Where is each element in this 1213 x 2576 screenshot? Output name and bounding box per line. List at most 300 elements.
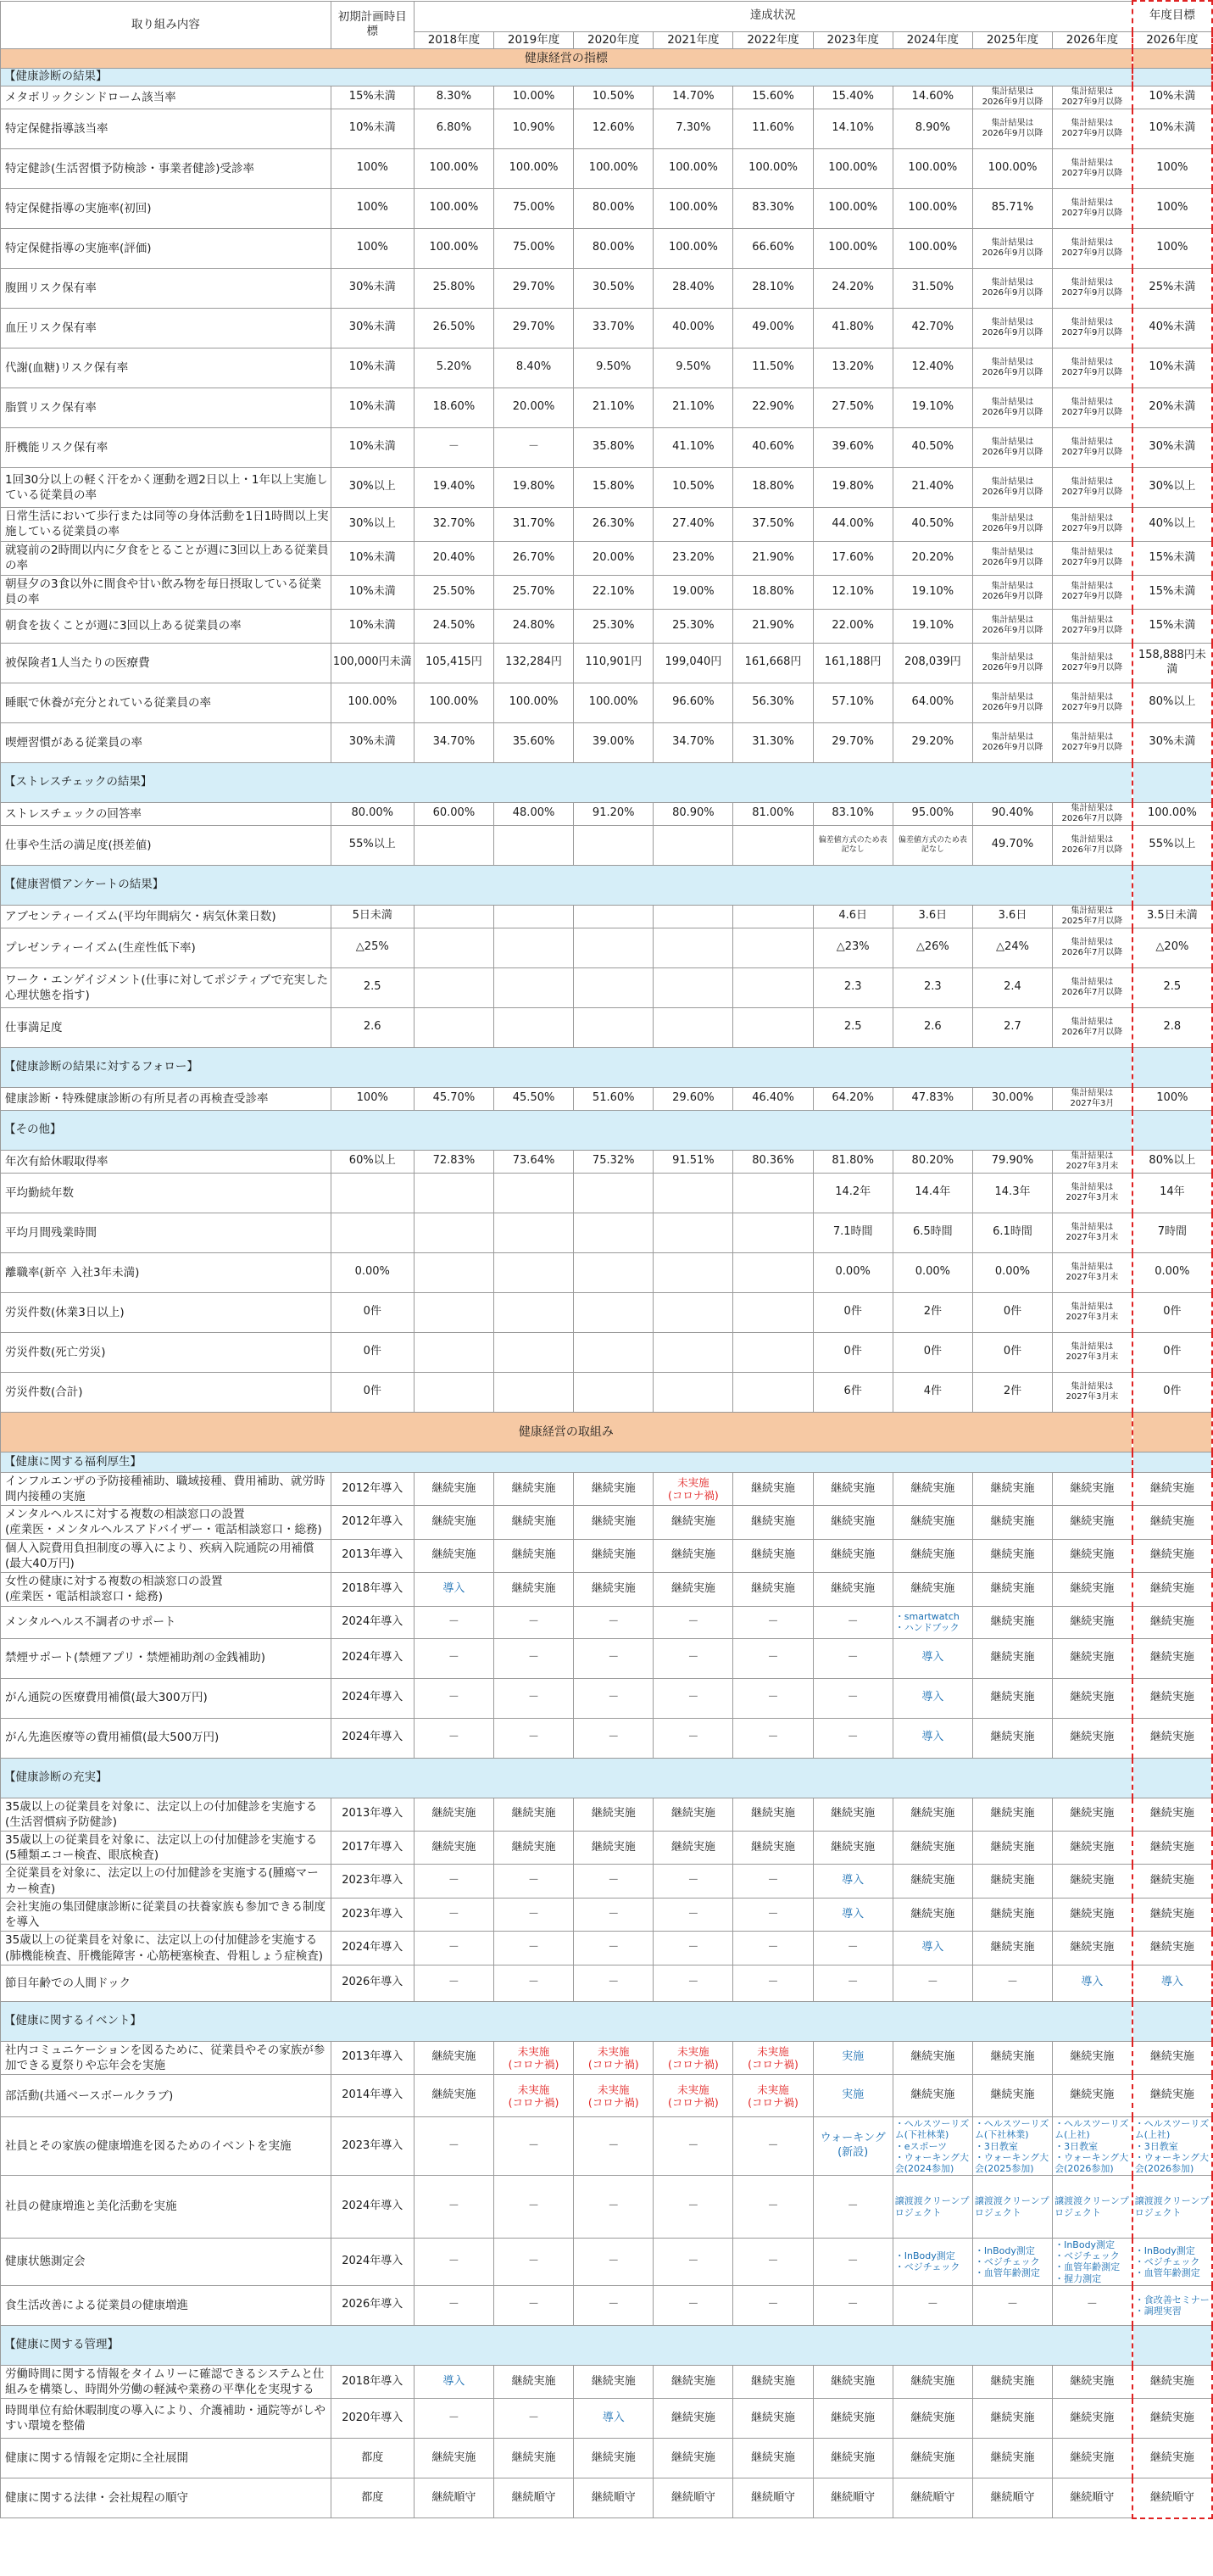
year-value-cell: 継続実施 <box>1053 1798 1132 1831</box>
year-value-cell: 15.60% <box>733 86 813 109</box>
year-value-cell: 継続実施 <box>893 1506 972 1539</box>
year-value-cell: 10.90% <box>493 109 573 148</box>
year-value-cell: 集計結果は 2027年3月末 <box>1053 1150 1132 1173</box>
year-value-cell: 29.70% <box>813 722 893 762</box>
item-label: 年次有給休暇取得率 <box>1 1150 331 1173</box>
year-value-cell <box>654 967 733 1007</box>
year-value-cell: 継続順守 <box>733 2478 813 2518</box>
initial-target-cell: 0.00% <box>331 1252 414 1292</box>
subsection-target-cell <box>1132 1758 1212 1798</box>
year-value-cell: 100.00% <box>414 228 493 268</box>
year-value-cell: 継続実施 <box>733 1573 813 1606</box>
year-value-cell <box>414 825 493 865</box>
year-value-cell: 100.00% <box>813 228 893 268</box>
year-value-cell: － <box>733 1638 813 1678</box>
item-label: 労災件数(死亡労災) <box>1 1332 331 1372</box>
year-value-cell: － <box>414 2285 493 2325</box>
year-value-cell: － <box>893 2285 972 2325</box>
year-value-cell: 96.60% <box>654 683 733 722</box>
initial-target-cell: 10%未満 <box>331 109 414 148</box>
year-value-cell: 集計結果は 2027年9月以降 <box>1053 467 1132 507</box>
year-value-cell: 8.40% <box>493 348 573 388</box>
year-value-cell <box>493 928 573 967</box>
year-value-cell: 49.00% <box>733 308 813 348</box>
initial-target-cell: 5日未満 <box>331 905 414 928</box>
year-value-cell: 集計結果は 2027年9月以降 <box>1053 308 1132 348</box>
year-value-cell: 集計結果は 2026年9月以降 <box>972 228 1052 268</box>
year-value-cell: 継続実施 <box>493 2439 573 2478</box>
year-value-cell <box>654 1332 733 1372</box>
year-value-cell <box>493 1252 573 1292</box>
year-value-cell: 44.00% <box>813 507 893 541</box>
target-value-cell: 15%未満 <box>1132 575 1212 609</box>
year-value-cell: － <box>733 2117 813 2176</box>
year-value-cell: 2件 <box>972 1372 1052 1412</box>
year-value-cell: 継続実施 <box>733 2365 813 2398</box>
initial-target-cell: 30%未満 <box>331 308 414 348</box>
year-value-cell: 100.00% <box>893 148 972 188</box>
item-label: 仕事満足度 <box>1 1007 331 1047</box>
year-value-cell: － <box>493 1678 573 1718</box>
year-value-cell: 100.00% <box>414 148 493 188</box>
year-value-cell <box>654 1173 733 1213</box>
year-value-cell <box>654 1213 733 1252</box>
year-value-cell: 集計結果は 2027年9月以降 <box>1053 427 1132 467</box>
year-value-cell: － <box>414 1678 493 1718</box>
year-value-cell: － <box>493 1898 573 1931</box>
target-value-cell: 継続実施 <box>1132 1865 1212 1898</box>
target-value-cell: 3.5日未満 <box>1132 905 1212 928</box>
year-value-cell: 80.36% <box>733 1150 813 1173</box>
year-value-cell: － <box>813 1638 893 1678</box>
year-value-cell: 15.40% <box>813 86 893 109</box>
item-label: 平均月間残業時間 <box>1 1213 331 1252</box>
year-value-cell: 未実施 (コロナ禍) <box>574 2075 654 2117</box>
year-value-cell: － <box>893 1965 972 2001</box>
initial-target-cell: 10%未満 <box>331 541 414 575</box>
year-value-cell: 継続実施 <box>893 2041 972 2074</box>
year-value-cell: 継続実施 <box>574 1573 654 1606</box>
year-value-cell: 6.80% <box>414 109 493 148</box>
year-value-cell: 26.70% <box>493 541 573 575</box>
year-value-cell: 集計結果は 2026年9月以降 <box>972 427 1052 467</box>
year-value-cell: 未実施 (コロナ禍) <box>733 2075 813 2117</box>
year-value-cell <box>654 1292 733 1332</box>
year-value-cell: 導入 <box>893 1638 972 1678</box>
year-value-cell: 継続実施 <box>414 1831 493 1864</box>
year-value-cell: 継続実施 <box>1053 1678 1132 1718</box>
year-value-cell: 継続実施 <box>1053 2365 1132 2398</box>
year-value-cell: 継続実施 <box>893 2439 972 2478</box>
year-value-cell: 18.80% <box>733 575 813 609</box>
year-value-cell: 継続実施 <box>893 1573 972 1606</box>
year-value-cell: △23% <box>813 928 893 967</box>
initial-target-cell: 60%以上 <box>331 1150 414 1173</box>
item-label: 35歳以上の従業員を対象に、法定以上の付加健診を実施する(5種類エコー検査、眼底検査) <box>1 1831 331 1864</box>
year-value-cell: 継続実施 <box>972 2365 1052 2398</box>
year-value-cell: 22.90% <box>733 388 813 427</box>
col-header-initial-target: 初期計画時目標 <box>331 1 414 49</box>
year-value-cell: 83.30% <box>733 188 813 228</box>
col-header-year: 2022年度 <box>733 31 813 49</box>
year-value-cell: 7.30% <box>654 109 733 148</box>
item-label: 全従業員を対象に、法定以上の付加健診を実施する(腫瘍マーカー検査) <box>1 1865 331 1898</box>
year-value-cell: 継続実施 <box>813 1539 893 1572</box>
year-value-cell: 継続実施 <box>893 1831 972 1864</box>
section-band-target-cell <box>1132 1412 1212 1452</box>
year-value-cell: － <box>414 1606 493 1638</box>
year-value-cell: 91.20% <box>574 802 654 825</box>
year-value-cell: 45.50% <box>493 1087 573 1110</box>
initial-target-cell: 30%以上 <box>331 507 414 541</box>
year-value-cell: 継続実施 <box>493 1539 573 1572</box>
year-value-cell: 4.6日 <box>813 905 893 928</box>
item-label: 35歳以上の従業員を対象に、法定以上の付加健診を実施する(肺機能検査、肝機能障害・心筋梗塞検査、骨粗しょう症検査) <box>1 1932 331 1965</box>
year-value-cell: 29.60% <box>654 1087 733 1110</box>
year-value-cell: 継続実施 <box>1053 1865 1132 1898</box>
year-value-cell: 10.50% <box>574 86 654 109</box>
year-value-cell: 継続実施 <box>972 1638 1052 1678</box>
year-value-cell <box>493 1372 573 1412</box>
year-value-cell: 継続実施 <box>654 1573 733 1606</box>
col-header-year: 2023年度 <box>813 31 893 49</box>
year-value-cell: － <box>733 1718 813 1758</box>
year-value-cell: 79.90% <box>972 1150 1052 1173</box>
year-value-cell: 継続実施 <box>414 2075 493 2117</box>
year-value-cell: 譲渡渡クリーンプロジェクト <box>893 2176 972 2239</box>
item-label: 就寝前の2時間以内に夕食をとることが週に3回以上ある従業員の率 <box>1 541 331 575</box>
year-value-cell: 継続順守 <box>893 2478 972 2518</box>
year-value-cell: － <box>574 1965 654 2001</box>
initial-target-cell: 15%未満 <box>331 86 414 109</box>
subsection-follow-up: 【健康診断の結果に対するフォロー】 <box>1 1047 1132 1087</box>
year-value-cell: 20.00% <box>493 388 573 427</box>
year-value-cell: 51.60% <box>574 1087 654 1110</box>
year-value-cell: － <box>574 1678 654 1718</box>
item-label: 睡眠で休養が充分とれている従業員の率 <box>1 683 331 722</box>
year-value-cell: 100.00% <box>893 228 972 268</box>
year-value-cell: 継続実施 <box>733 1831 813 1864</box>
initial-target-cell: 2017年導入 <box>331 1831 414 1864</box>
year-value-cell: 26.50% <box>414 308 493 348</box>
col-header-item: 取り組み内容 <box>1 1 331 49</box>
year-value-cell: 集計結果は 2026年9月以降 <box>972 575 1052 609</box>
col-header-year: 2019年度 <box>493 31 573 49</box>
year-value-cell: 14.3年 <box>972 1173 1052 1213</box>
year-value-cell: － <box>574 2285 654 2325</box>
year-value-cell: 0件 <box>813 1332 893 1372</box>
year-value-cell: － <box>414 1965 493 2001</box>
year-value-cell <box>654 825 733 865</box>
year-value-cell: 6.1時間 <box>972 1213 1052 1252</box>
year-value-cell: － <box>414 427 493 467</box>
target-value-cell: 0件 <box>1132 1332 1212 1372</box>
year-value-cell: 41.80% <box>813 308 893 348</box>
year-value-cell: － <box>813 1965 893 2001</box>
year-value-cell: 66.60% <box>733 228 813 268</box>
year-value-cell <box>654 905 733 928</box>
year-value-cell: 未実施 (コロナ禍) <box>654 2075 733 2117</box>
initial-target-cell: 30%以上 <box>331 467 414 507</box>
year-value-cell: 19.80% <box>813 467 893 507</box>
initial-target-cell <box>331 1173 414 1213</box>
target-value-cell: 継続実施 <box>1132 2439 1212 2478</box>
year-value-cell: 継続実施 <box>493 1798 573 1831</box>
year-value-cell: 集計結果は 2026年7月以降 <box>1053 825 1132 865</box>
item-label: 代謝(血糖)リスク保有率 <box>1 348 331 388</box>
target-value-cell: △20% <box>1132 928 1212 967</box>
year-value-cell: 100.00% <box>654 228 733 268</box>
year-value-cell: 29.70% <box>493 308 573 348</box>
year-value-cell: 導入 <box>893 1678 972 1718</box>
initial-target-cell: 100% <box>331 1087 414 1110</box>
year-value-cell: 継続実施 <box>972 1506 1052 1539</box>
year-value-cell: － <box>493 1606 573 1638</box>
initial-target-cell: 2012年導入 <box>331 1472 414 1505</box>
year-value-cell: 継続実施 <box>972 1865 1052 1898</box>
year-value-cell: 継続実施 <box>574 2439 654 2478</box>
year-value-cell: 0.00% <box>813 1252 893 1292</box>
year-value-cell: － <box>574 1898 654 1931</box>
year-value-cell: 91.51% <box>654 1150 733 1173</box>
year-value-cell <box>733 1372 813 1412</box>
target-value-cell: 継続実施 <box>1132 1606 1212 1638</box>
year-value-cell: － <box>733 2176 813 2239</box>
year-value-cell: 継続実施 <box>893 2365 972 2398</box>
year-value-cell: 20.00% <box>574 541 654 575</box>
target-value-cell: 10%未満 <box>1132 86 1212 109</box>
year-value-cell: 75.00% <box>493 228 573 268</box>
item-label: 特定健診(生活習慣予防検診・事業者健診)受診率 <box>1 148 331 188</box>
year-value-cell <box>733 1007 813 1047</box>
year-value-cell <box>733 1213 813 1252</box>
col-header-year: 2024年度 <box>893 31 972 49</box>
initial-target-cell: 30%未満 <box>331 722 414 762</box>
year-value-cell: ・ヘルスツーリズム(下社林業) ・3日教室 ・ウォーキング大会(2025参加) <box>972 2117 1052 2176</box>
year-value-cell: 26.30% <box>574 507 654 541</box>
year-value-cell: 0件 <box>813 1292 893 1332</box>
year-value-cell: － <box>574 1865 654 1898</box>
target-value-cell: 100.00% <box>1132 802 1212 825</box>
section-band-initiatives: 健康経営の取組み <box>1 1412 1132 1452</box>
initial-target-cell: 2023年導入 <box>331 1865 414 1898</box>
item-label: がん通院の医療費用補償(最大300万円) <box>1 1678 331 1718</box>
item-label: 社内コミュニケーションを図るために、従業員やその家族が参加できる夏祭りや忘年会を実施 <box>1 2041 331 2074</box>
year-value-cell: 集計結果は 2026年9月以降 <box>972 109 1052 148</box>
initial-target-cell: 100,000円未満 <box>331 643 414 683</box>
target-value-cell: 100% <box>1132 188 1212 228</box>
target-value-cell: ・ヘルスツーリズム(上社) ・3日教室 ・ウォーキング大会(2026参加) <box>1132 2117 1212 2176</box>
year-value-cell: 31.70% <box>493 507 573 541</box>
subsection-target-cell <box>1132 762 1212 802</box>
item-label: 労災件数(合計) <box>1 1372 331 1412</box>
year-value-cell: 32.70% <box>414 507 493 541</box>
item-label: 健康に関する法律・会社規程の順守 <box>1 2478 331 2518</box>
year-value-cell: 未実施 (コロナ禍) <box>654 1472 733 1505</box>
year-value-cell: 14.70% <box>654 86 733 109</box>
initial-target-cell: 2013年導入 <box>331 1798 414 1831</box>
item-label: 節目年齢での人間ドック <box>1 1965 331 2001</box>
target-value-cell: 継続実施 <box>1132 1506 1212 1539</box>
year-value-cell: 100.00% <box>574 683 654 722</box>
target-value-cell: 継続実施 <box>1132 2041 1212 2074</box>
year-value-cell <box>493 905 573 928</box>
target-value-cell: 継続実施 <box>1132 1831 1212 1864</box>
year-value-cell: 集計結果は 2026年7月以降 <box>1053 802 1132 825</box>
year-value-cell: 継続実施 <box>813 2365 893 2398</box>
year-value-cell <box>654 1372 733 1412</box>
year-value-cell: △24% <box>972 928 1052 967</box>
year-value-cell <box>493 1173 573 1213</box>
year-value-cell: 集計結果は 2026年9月以降 <box>972 541 1052 575</box>
year-value-cell: － <box>733 2285 813 2325</box>
item-label: プレゼンティーイズム(生産性低下率) <box>1 928 331 967</box>
year-value-cell: ・smartwatch ・ハンドブック <box>893 1606 972 1638</box>
year-value-cell: 30.00% <box>972 1087 1052 1110</box>
year-value-cell: 導入 <box>893 1718 972 1758</box>
year-value-cell: 継続実施 <box>654 1539 733 1572</box>
year-value-cell: － <box>574 1606 654 1638</box>
year-value-cell: 継続実施 <box>1053 1573 1132 1606</box>
year-value-cell: 継続実施 <box>972 1606 1052 1638</box>
year-value-cell: 100.00% <box>654 188 733 228</box>
year-value-cell: 56.30% <box>733 683 813 722</box>
item-label: がん先進医療等の費用補償(最大500万円) <box>1 1718 331 1758</box>
year-value-cell: － <box>493 2239 573 2286</box>
target-value-cell: 158,888円未満 <box>1132 643 1212 683</box>
year-value-cell: 集計結果は 2027年9月以降 <box>1053 268 1132 308</box>
year-value-cell: 継続実施 <box>972 1898 1052 1931</box>
year-value-cell: 集計結果は 2026年9月以降 <box>972 609 1052 643</box>
initial-target-cell: 2026年導入 <box>331 1965 414 2001</box>
year-value-cell: 導入 <box>414 2365 493 2398</box>
year-value-cell <box>733 1292 813 1332</box>
year-value-cell: 132,284円 <box>493 643 573 683</box>
year-value-cell: 集計結果は 2027年9月以降 <box>1053 86 1132 109</box>
year-value-cell: － <box>493 1932 573 1965</box>
year-value-cell <box>574 967 654 1007</box>
year-value-cell: 46.40% <box>733 1087 813 1110</box>
year-value-cell: 19.10% <box>893 388 972 427</box>
year-value-cell: 14.4年 <box>893 1173 972 1213</box>
year-value-cell: 継続実施 <box>414 2439 493 2478</box>
year-value-cell: 2.7 <box>972 1007 1052 1047</box>
year-value-cell: － <box>414 2117 493 2176</box>
year-value-cell: 23.20% <box>654 541 733 575</box>
target-value-cell: 継続順守 <box>1132 2478 1212 2518</box>
year-value-cell: 100.00% <box>414 683 493 722</box>
year-value-cell: 集計結果は 2027年9月以降 <box>1053 609 1132 643</box>
year-value-cell: 3.6日 <box>972 905 1052 928</box>
year-value-cell: 100.00% <box>733 148 813 188</box>
target-value-cell: 継続実施 <box>1132 1678 1212 1718</box>
year-value-cell: 31.30% <box>733 722 813 762</box>
initial-target-cell: 100.00% <box>331 683 414 722</box>
year-value-cell: 集計結果は 2026年9月以降 <box>972 388 1052 427</box>
col-header-target-year: 2026年度 <box>1132 31 1212 49</box>
initial-target-cell: 2023年導入 <box>331 2117 414 2176</box>
year-value-cell: － <box>493 1638 573 1678</box>
item-label: 禁煙サポート(禁煙アプリ・禁煙補助剤の金銭補助) <box>1 1638 331 1678</box>
year-value-cell: 25.70% <box>493 575 573 609</box>
year-value-cell: △26% <box>893 928 972 967</box>
year-value-cell: 集計結果は 2026年7月以降 <box>1053 928 1132 967</box>
year-value-cell: － <box>813 2239 893 2286</box>
year-value-cell: － <box>733 1865 813 1898</box>
year-value-cell <box>493 1213 573 1252</box>
target-value-cell: 40%未満 <box>1132 308 1212 348</box>
year-value-cell: 継続順守 <box>1053 2478 1132 2518</box>
year-value-cell: － <box>493 427 573 467</box>
year-value-cell: － <box>493 1865 573 1898</box>
year-value-cell: 80.00% <box>574 228 654 268</box>
year-value-cell: 継続実施 <box>733 1798 813 1831</box>
year-value-cell: 105,415円 <box>414 643 493 683</box>
year-value-cell <box>574 905 654 928</box>
year-value-cell: 11.60% <box>733 109 813 148</box>
year-value-cell: 集計結果は 2026年9月以降 <box>972 348 1052 388</box>
item-label: 時間単位有給休暇制度の導入により、介護補助・通院等がしやすい環境を整備 <box>1 2399 331 2439</box>
item-label: 特定保健指導該当率 <box>1 109 331 148</box>
target-value-cell: 100% <box>1132 1087 1212 1110</box>
item-label: 離職率(新卒 入社3年未満) <box>1 1252 331 1292</box>
initial-target-cell: 2020年導入 <box>331 2399 414 2439</box>
year-value-cell: － <box>414 2239 493 2286</box>
subsection-target-cell <box>1132 1452 1212 1472</box>
item-label: 女性の健康に対する複数の相談窓口の設置 (産業医・電話相談窓口・総務) <box>1 1573 331 1606</box>
year-value-cell: 49.70% <box>972 825 1052 865</box>
year-value-cell: 48.00% <box>493 802 573 825</box>
year-value-cell: 継続実施 <box>493 1831 573 1864</box>
year-value-cell: 譲渡渡クリーンプロジェクト <box>972 2176 1052 2239</box>
initial-target-cell: 10%未満 <box>331 427 414 467</box>
target-value-cell: 0件 <box>1132 1372 1212 1412</box>
year-value-cell: 13.20% <box>813 348 893 388</box>
item-label: 1回30分以上の軽く汗をかく運動を週2日以上・1年以上実施している従業員の率 <box>1 467 331 507</box>
year-value-cell: 継続実施 <box>1053 1506 1132 1539</box>
year-value-cell: 208,039円 <box>893 643 972 683</box>
year-value-cell: － <box>654 2239 733 2286</box>
year-value-cell: － <box>574 2117 654 2176</box>
year-value-cell: 2.6 <box>893 1007 972 1047</box>
year-value-cell: － <box>493 1965 573 2001</box>
year-value-cell <box>733 1252 813 1292</box>
year-value-cell <box>733 825 813 865</box>
year-value-cell <box>493 1332 573 1372</box>
year-value-cell: 集計結果は 2027年3月末 <box>1053 1372 1132 1412</box>
year-value-cell: 12.60% <box>574 109 654 148</box>
year-value-cell: 集計結果は 2027年3月末 <box>1053 1292 1132 1332</box>
target-value-cell: 100% <box>1132 228 1212 268</box>
year-value-cell: 未実施 (コロナ禍) <box>493 2075 573 2117</box>
item-label: 35歳以上の従業員を対象に、法定以上の付加健診を実施する(生活習慣病予防健診) <box>1 1798 331 1831</box>
year-value-cell: 継続実施 <box>654 1798 733 1831</box>
year-value-cell: 100.00% <box>414 188 493 228</box>
year-value-cell: － <box>813 1932 893 1965</box>
year-value-cell: 集計結果は 2027年9月以降 <box>1053 109 1132 148</box>
year-value-cell: 80.00% <box>574 188 654 228</box>
year-value-cell: 集計結果は 2026年9月以降 <box>972 86 1052 109</box>
year-value-cell: 継続実施 <box>414 1506 493 1539</box>
year-value-cell: － <box>813 2176 893 2239</box>
year-value-cell: 27.40% <box>654 507 733 541</box>
item-label: 平均勤続年数 <box>1 1173 331 1213</box>
year-value-cell: 40.00% <box>654 308 733 348</box>
year-value-cell: 集計結果は 2027年9月以降 <box>1053 148 1132 188</box>
year-value-cell: － <box>654 1932 733 1965</box>
year-value-cell: 継続実施 <box>972 1932 1052 1965</box>
year-value-cell: 2.3 <box>893 967 972 1007</box>
